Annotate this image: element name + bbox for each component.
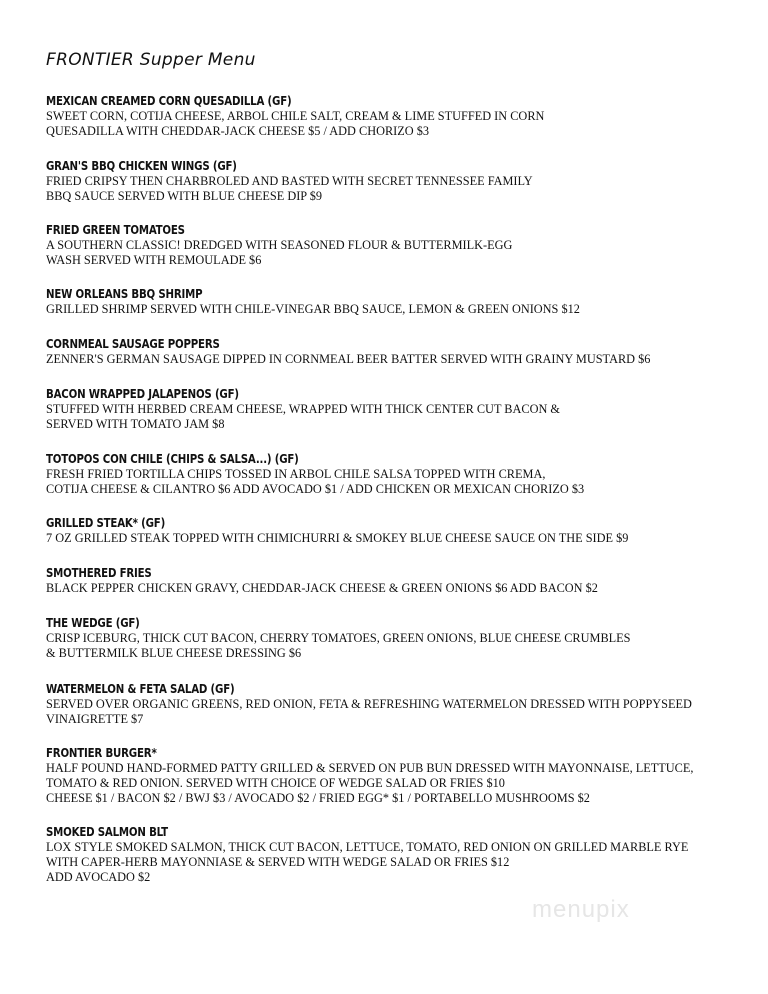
menu-item [46, 746, 693, 806]
menu-item-description-line: A SOUTHERN CLASSIC! DREDGED WITH SEASONED FLOUR & BUTTERMILK-EGG [46, 238, 513, 252]
menu-item [46, 387, 560, 432]
menu-item-description-line: GRILLED SHRIMP SERVED WITH CHILE-VINEGAR BBQ SAUCE, LEMON & GREEN ONIONS $12 [46, 302, 580, 316]
menu-item-name: BACON WRAPPED JALAPENOS (GF) [46, 387, 239, 401]
menu-item-name: NEW ORLEANS BBQ SHRIMP [46, 287, 203, 301]
menu-item-description-line: STUFFED WITH HERBED CREAM CHEESE, WRAPPED WITH THICK CENTER CUT BACON & [46, 402, 560, 416]
menu-item [46, 566, 598, 596]
menu-item-name: MEXICAN CREAMED CORN QUESADILLA (GF) [46, 94, 292, 108]
menu-item-name: FRONTIER BURGER* [46, 746, 157, 760]
menu-item [46, 682, 692, 727]
menu-item [46, 94, 544, 139]
menu-item-name: SMOTHERED FRIES [46, 566, 152, 580]
menu-item-description-line: ADD AVOCADO $2 [46, 870, 151, 884]
menu-item [46, 159, 533, 204]
menu-item-description-line: TOMATO & RED ONION. SERVED WITH CHOICE OF WEDGE SALAD OR FRIES $10 [46, 776, 505, 790]
menu-item-description-line: FRESH FRIED TORTILLA CHIPS TOSSED IN ARBOL CHILE SALSA TOPPED WITH CREMA, [46, 467, 546, 481]
menu-item-description-line: BBQ SAUCE SERVED WITH BLUE CHEESE DIP $9 [46, 189, 323, 203]
menu-item [46, 516, 628, 546]
menu-item-description-line: ZENNER'S GERMAN SAUSAGE DIPPED IN CORNMEAL BEER BATTER SERVED WITH GRAINY MUSTARD $6 [46, 352, 651, 366]
menu-item-description-line: LOX STYLE SMOKED SALMON, THICK CUT BACON, LETTUCE, TOMATO, RED ONION ON GRILLED MARBLE RYE [46, 840, 689, 854]
watermark-logo: menupix [532, 896, 630, 923]
menu-item-name: FRIED GREEN TOMATOES [46, 223, 185, 237]
menu-item-description-line: SWEET CORN, COTIJA CHEESE, ARBOL CHILE SALT, CREAM & LIME STUFFED IN CORN [46, 109, 545, 123]
menu-item-name: GRAN'S BBQ CHICKEN WINGS (GF) [46, 159, 237, 173]
menu-item [46, 287, 580, 317]
menu-item [46, 616, 631, 661]
menu-item-description-line: COTIJA CHEESE & CILANTRO $6 ADD AVOCADO $1 / ADD CHICKEN OR MEXICAN CHORIZO $3 [46, 482, 585, 496]
menu-title: FRONTIER Supper Menu [46, 50, 256, 70]
menu-item-name: THE WEDGE (GF) [46, 616, 140, 630]
menu-item-description-line: FRIED CRIPSY THEN CHARBROLED AND BASTED WITH SECRET TENNESSEE FAMILY [46, 174, 533, 188]
menu-item-name: GRILLED STEAK* (GF) [46, 516, 166, 530]
menu-item-description-line: CHEESE $1 / BACON $2 / BWJ $3 / AVOCADO $2 / FRIED EGG* $1 / PORTABELLO MUSHROOMS $2 [46, 791, 590, 805]
menu-item [46, 452, 584, 497]
menu-item-description-line: SERVED OVER ORGANIC GREENS, RED ONION, FETA & REFRESHING WATERMELON DRESSED WITH POPPYSEED [46, 697, 692, 711]
menu-item-description-line: SERVED WITH TOMATO JAM $8 [46, 417, 225, 431]
menu-item-description-line: BLACK PEPPER CHICKEN GRAVY, CHEDDAR-JACK CHEESE & GREEN ONIONS $6 ADD BACON $2 [46, 581, 598, 595]
menu-item-description-line: & BUTTERMILK BLUE CHEESE DRESSING $6 [46, 646, 302, 660]
menu-item-name: SMOKED SALMON BLT [46, 825, 168, 839]
menu-item [46, 825, 688, 885]
menu-item-description-line: CRISP ICEBURG, THICK CUT BACON, CHERRY TOMATOES, GREEN ONIONS, BLUE CHEESE CRUMBLES [46, 631, 631, 645]
menu-item-description-line: HALF POUND HAND-FORMED PATTY GRILLED & SERVED ON PUB BUN DRESSED WITH MAYONNAISE, LETTUCE, [46, 761, 694, 775]
menu-item-description-line: WASH SERVED WITH REMOULADE $6 [46, 253, 262, 267]
menu-item [46, 337, 650, 367]
menu-item-description-line: WITH CAPER-HERB MAYONNIASE & SERVED WITH WEDGE SALAD OR FRIES $12 [46, 855, 510, 869]
menu-item-description-line: VINAIGRETTE $7 [46, 712, 144, 726]
menu-item-description-line: QUESADILLA WITH CHEDDAR-JACK CHEESE $5 / ADD CHORIZO $3 [46, 124, 430, 138]
menu-item-name: TOTOPOS CON CHILE (CHIPS & SALSA...) (GF) [46, 452, 299, 466]
menu-item [46, 223, 512, 268]
menu-item-name: CORNMEAL SAUSAGE POPPERS [46, 337, 220, 351]
menu-item-description-line: 7 OZ GRILLED STEAK TOPPED WITH CHIMICHURRI & SMOKEY BLUE CHEESE SAUCE ON THE SIDE $9 [46, 531, 629, 545]
menu-item-name: WATERMELON & FETA SALAD (GF) [46, 682, 235, 696]
